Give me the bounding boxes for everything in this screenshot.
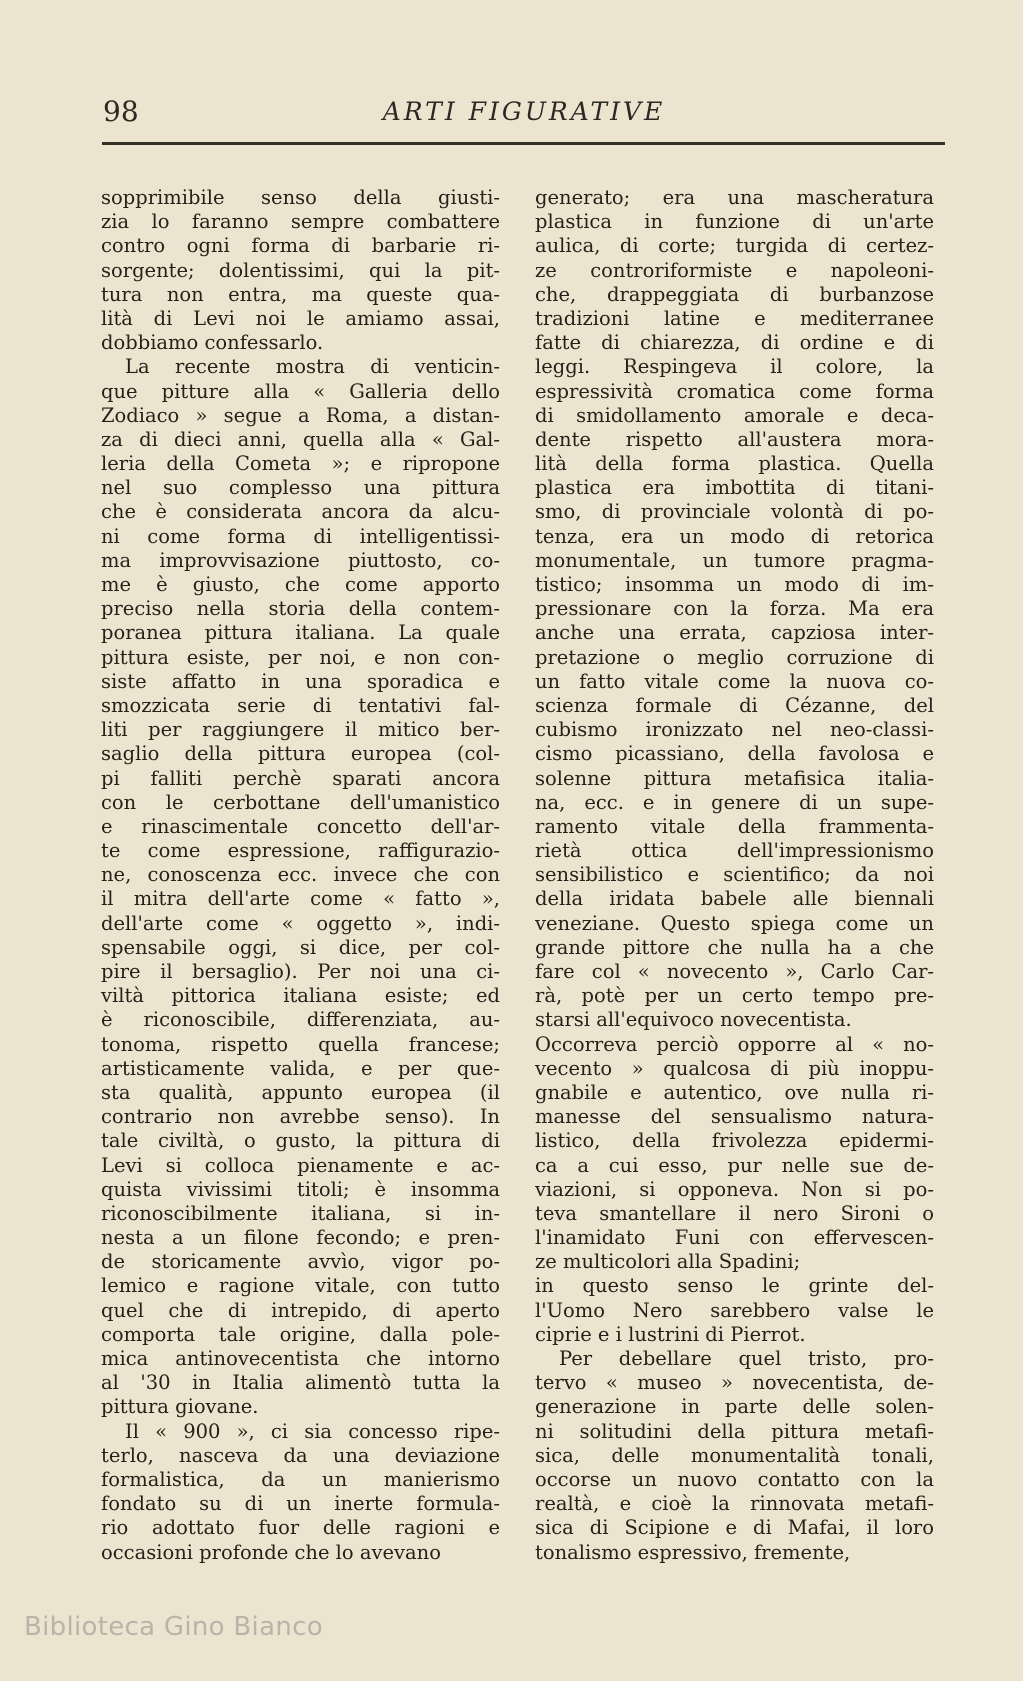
text-line: con le cerbottane dell'umanistico — [101, 790, 500, 814]
text-line: Per debellare quel tristo, pro- — [559, 1347, 934, 1370]
text-line: l'Uomo Nero sarebbero valse le — [535, 1298, 934, 1322]
text-line: pire il bersaglio). Per noi una ci- — [101, 960, 500, 983]
text-line: e rinascimentale concetto dell'ar- — [101, 814, 500, 838]
text-line: preciso nella storia della contem- — [101, 597, 500, 621]
text-line: solenne pittura metafisica italia- — [535, 766, 934, 790]
text-line: za di dieci anni, quella alla « Gal- — [101, 427, 500, 451]
text-line: in questo senso le grinte del- — [535, 1274, 934, 1298]
text-line: rà, potè per un certo tempo pre- — [535, 984, 934, 1008]
text-line: sta qualità, appunto europea (il — [101, 1080, 500, 1104]
text-line: di smidollamento amorale e deca- — [535, 403, 934, 427]
text-line: nesta a un filone fecondo; e pren- — [101, 1226, 500, 1250]
text-line: leria della Cometa »; e ripropone — [101, 452, 500, 476]
text-line: comporta tale origine, dalla pole- — [101, 1322, 500, 1346]
text-line: lemico e ragione vitale, con tutto — [101, 1274, 500, 1298]
text-line: mica antinovecentista che intorno — [101, 1347, 500, 1370]
text-column-left — [101, 186, 500, 1565]
text-line: un fatto vitale come la nuova co- — [535, 669, 934, 693]
text-line: contrario non avrebbe senso). In — [101, 1105, 500, 1129]
text-line: viazioni, si opponeva. Non si po- — [535, 1177, 934, 1201]
text-line: occasioni profonde che lo avevano — [101, 1540, 441, 1564]
text-line: fatte di chiarezza, di ordine e di — [535, 331, 934, 355]
text-line: che, drappeggiata di burbanzose — [535, 282, 934, 306]
text-line: vecento » qualcosa di più inoppu- — [535, 1056, 934, 1080]
text-line: viltà pittorica italiana esiste; ed — [101, 984, 500, 1008]
text-line: gnabile e autentico, ove nulla ri- — [535, 1080, 934, 1104]
text-line: sica di Scipione e di Mafai, il loro — [535, 1516, 934, 1540]
text-line: listico, della frivolezza epidermi- — [535, 1129, 934, 1153]
text-line: nel suo complesso una pittura — [101, 476, 500, 500]
text-line: generazione in parte delle solen- — [535, 1395, 934, 1419]
text-line: è riconoscibile, differenziata, au- — [101, 1008, 500, 1032]
text-line: La recente mostra di venticin- — [125, 355, 500, 379]
text-line: me è giusto, che come apporto — [101, 573, 500, 596]
text-line: l'inamidato Funi con effervescen- — [535, 1226, 934, 1250]
text-line: de storicamente avvìo, vigor po- — [101, 1250, 500, 1274]
page-header — [103, 95, 945, 135]
text-line: teva smantellare il nero Sironi o — [535, 1201, 934, 1225]
text-line: occorse un nuovo contatto con la — [535, 1467, 934, 1491]
watermark: Biblioteca Gino Bianco — [24, 1612, 323, 1642]
text-line: cubismo ironizzato nel neo-classi- — [535, 718, 934, 742]
text-line: contro ogni forma di barbarie ri- — [101, 234, 500, 258]
page-number: 98 — [103, 95, 139, 128]
text-line: poranea pittura italiana. La quale — [101, 621, 500, 645]
text-line: monumentale, un tumore pragma- — [535, 548, 934, 572]
text-line: saglio della pittura europea (col- — [101, 742, 500, 766]
text-line: ni come forma di intelligentissi- — [101, 524, 500, 548]
text-line: Levi si colloca pienamente e ac- — [101, 1153, 500, 1177]
text-line: sopprimibile senso della giusti- — [101, 186, 500, 209]
text-line: manesse del sensualismo natura- — [535, 1105, 934, 1129]
text-line: espressività cromatica come forma — [535, 379, 934, 403]
text-column-right — [535, 186, 934, 1565]
text-line: pittura giovane. — [101, 1395, 259, 1419]
text-line: quista vivissimi titoli; è insomma — [101, 1177, 500, 1201]
text-line: sica, delle monumentalità tonali, — [535, 1443, 934, 1467]
text-line: dell'arte come « oggetto », indi- — [101, 911, 500, 935]
text-line: lità di Levi noi le amiamo assai, — [101, 306, 500, 330]
text-line: sorgente; dolentissimi, qui la pit- — [101, 258, 500, 282]
text-line: aulica, di corte; turgida di certez- — [535, 234, 934, 258]
text-line: tonalismo espressivo, fremente, — [535, 1540, 851, 1564]
text-line: ciprie e i lustrini di Pierrot. — [535, 1322, 806, 1346]
text-line: che è considerata ancora da alcu- — [101, 500, 500, 524]
text-line: riconoscibilmente italiana, si in- — [101, 1201, 500, 1225]
text-line: siste affatto in una sporadica e — [101, 669, 500, 693]
text-line: sensibilistico e scientifico; da noi — [535, 863, 934, 887]
text-line: na, ecc. e in genere di un supe- — [535, 790, 934, 814]
text-line: lità della forma plastica. Quella — [535, 452, 934, 476]
text-line: dobbiamo confessarlo. — [101, 331, 324, 355]
text-line: Il « 900 », ci sia concesso ripe- — [125, 1419, 500, 1443]
text-line: scienza formale di Cézanne, del — [535, 693, 934, 717]
text-line: ze multicolori alla Spadini; — [535, 1250, 801, 1274]
text-line: tenza, era un modo di retorica — [535, 524, 934, 548]
text-line: artisticamente valida, e per que- — [101, 1056, 500, 1080]
text-line: dente rispetto all'austera mora- — [535, 427, 934, 451]
text-line: pressionare con la forza. Ma era — [535, 597, 934, 621]
text-line: que pitture alla « Galleria dello — [101, 379, 500, 403]
text-line: tistico; insomma un modo di im- — [535, 573, 934, 596]
text-line: ma improvvisazione piuttosto, co- — [101, 548, 500, 572]
text-line: smozzicata serie di tentativi fal- — [101, 693, 500, 717]
text-line: ramento vitale della frammenta- — [535, 814, 934, 838]
text-line: leggi. Respingeva il colore, la — [535, 355, 934, 379]
text-line: spensabile oggi, si dice, per col- — [101, 935, 500, 959]
text-line: plastica era imbottita di titani- — [535, 476, 934, 500]
text-line: ze controriformiste e napoleoni- — [535, 258, 934, 282]
running-title: ARTI FIGURATIVE — [382, 97, 666, 126]
text-line: plastica in funzione di un'arte — [535, 210, 934, 234]
text-line: rietà ottica dell'impressionismo — [535, 839, 934, 863]
text-line: starsi all'equivoco novecentista. — [535, 1008, 852, 1032]
text-line: tradizioni latine e mediterranee — [535, 306, 934, 330]
text-line: te come espressione, raffigurazio- — [101, 839, 500, 863]
text-line: pi falliti perchè sparati ancora — [101, 766, 500, 790]
text-line: fare col « novecento », Carlo Car- — [535, 960, 934, 983]
text-line: zia lo faranno sempre combattere — [101, 210, 500, 234]
text-line: smo, di provinciale volontà di po- — [535, 500, 934, 524]
text-line: tonoma, rispetto quella francese; — [101, 1032, 500, 1056]
text-line: quel che di intrepido, di aperto — [101, 1298, 500, 1322]
text-line: terlo, nasceva da una deviazione — [101, 1443, 500, 1467]
text-line: generato; era una mascheratura — [535, 186, 934, 209]
text-line: tervo « museo » novecentista, de- — [535, 1371, 934, 1395]
text-line: Zodiaco » segue a Roma, a distan- — [101, 403, 500, 427]
text-line: al '30 in Italia alimentò tutta la — [101, 1371, 500, 1395]
text-line: della iridata babele alle biennali — [535, 887, 934, 911]
text-line: liti per raggiungere il mitico ber- — [101, 718, 500, 742]
text-line: ca a cui esso, pur nelle sue de- — [535, 1153, 934, 1177]
text-line: grande pittore che nulla ha a che — [535, 935, 934, 959]
text-line: Occorreva perciò opporre al « no- — [535, 1032, 934, 1056]
text-line: pretazione o meglio corruzione di — [535, 645, 934, 669]
text-line: realtà, e cioè la rinnovata metafi- — [535, 1492, 934, 1516]
text-line: rio adottato fuor delle ragioni e — [101, 1516, 500, 1540]
text-line: il mitra dell'arte come « fatto », — [101, 887, 500, 911]
text-line: ne, conoscenza ecc. invece che con — [101, 863, 500, 887]
text-line: tale civiltà, o gusto, la pittura di — [101, 1129, 500, 1153]
text-line: pittura esiste, per noi, e non con- — [101, 645, 500, 669]
text-line: tura non entra, ma queste qua- — [101, 282, 500, 306]
text-line: ni solitudini della pittura metafi- — [535, 1419, 934, 1443]
text-line: fondato su di un inerte formula- — [101, 1492, 500, 1516]
text-line: veneziane. Questo spiega come un — [535, 911, 934, 935]
text-line: formalistica, da un manierismo — [101, 1467, 500, 1491]
text-line: anche una errata, capziosa inter- — [535, 621, 934, 645]
header-rule — [102, 142, 945, 145]
text-line: cismo picassiano, della favolosa e — [535, 742, 934, 766]
